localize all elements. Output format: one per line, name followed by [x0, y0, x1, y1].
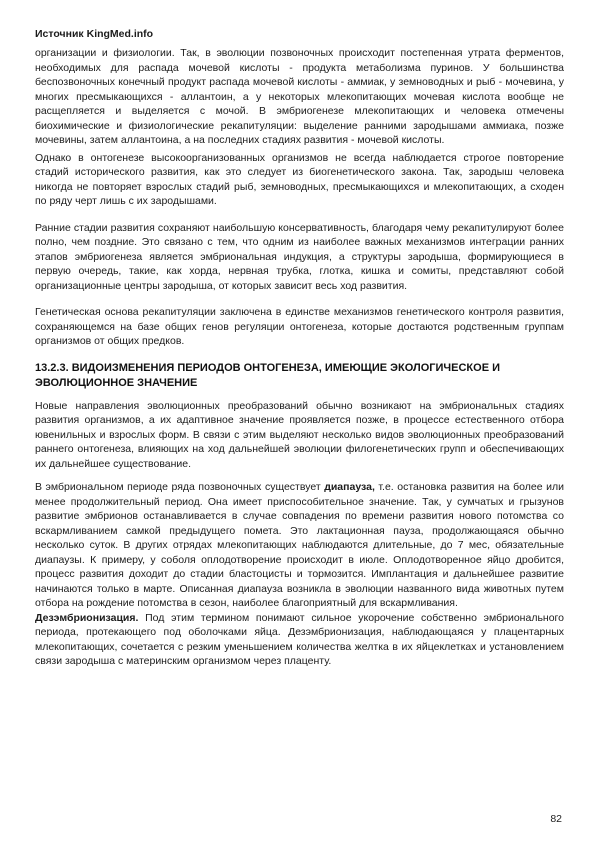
paragraph-deembryonization [35, 611, 564, 669]
paragraph-diapause [35, 480, 564, 611]
paragraph-diapause-text-lead: В эмбриональном периоде ряда позвоночных существует [35, 481, 325, 493]
paragraph-recapitulation-biochemistry: организации и физиологии. Так, в эволюции позвоночных происходит постепенная утрата ферментов, необходимых для распада мочевой кислоты - продукта метаболизма пуринов. У большинства беспозвоночных конечный продукт распада мочевой кислоты - аммиак, у земноводных и рыб - мочевина, у многих пресмыкающихся - аллантоин, а у некоторых млекопитающих мочевая кислота вообще не расщепляется и выделяется с мочой. В эмбриогенезе млекопитающих и человека отмечены биохимические и физиологические рекапитуляции: выделение ранними зародышами аммиака, позже мочевины, затем аллантоина, а на последних стадиях развития - мочевой кислоты. [35, 47, 564, 146]
diapause-term: диапауза, [324, 481, 375, 493]
deembryonization-term: Дезэмбрионизация. [35, 611, 139, 624]
paragraph-genetic-basis: Генетическая основа рекапитуляции заключена в единстве механизмов генетического контроля развития, сохраняющемся на базе общих генов регуляции онтогенеза, которые достаются родственным группам организмов от общих предков. [35, 306, 564, 347]
source-label: Источник KingMed.info [35, 28, 154, 40]
paragraph-early-stages-conservatism: Ранние стадии развития сохраняют наибольшую консервативность, благодаря чему рекапитулируют более полно, чем поздние. Это связано с тем, что одним из наиболее важных механизмов интеграции ранних этапов эмбриогенеза является эмбриональная индукция, а структуры зародыша, формирующиеся в первую очередь, такие, как хорда, нервная трубка, глотка, кишка и сомиты, представляют собой организационные центры зародыша, от которых зависит весь ход развития. [35, 221, 564, 292]
paragraph-ontogenesis-exceptions: Однако в онтогенезе высокоорганизованных организмов не всегда наблюдается строгое повторение стадий исторического развития, как это следует из биогенетического закона. Так, зародыш человека никогда не повторяет взрослых стадий рыб, земноводных, пресмыкающихся и млекопитающих, а сходен по ряду черт лишь с их зародышами. [35, 151, 564, 207]
paragraph-diapause-text-body: т.е. остановка развития на более или менее продолжительный период. Она имеет приспособительное значение. Так, у сумчатых и грызунов развитие эмбрионов останавливается в случае совпадения по времени развития нового потомства со вскармливанием самкой предыдущего помета. Это лактационная пауза, продолжающаяся обычно несколько суток. В других отрядах млекопитающих наблюдаются длительные, до 7 мес, обязательные диапаузы. К примеру, у соболя оплодотворение происходит в июле. Оплодотворенное яйцо дробится, процесс развития доходит до стадии бластоцисты и тормозится. Имплантация и дальнейшее развитие начинаются только в марте. Описанная диапауза возникла в эволюции названного вида животных путем отбора на рождение потомства в сезон, наиболее благоприятный для вскармливания. [35, 481, 564, 609]
section-heading: 13.2.3. ВИДОИЗМЕНЕНИЯ ПЕРИОДОВ ОНТОГЕНЕЗА, ИМЕЮЩИЕ ЭКОЛОГИЧЕСКОЕ И ЭВОЛЮЦИОННОЕ ЗНАЧЕНИЕ [35, 361, 500, 389]
paragraph-deembryonization-text: Под этим термином понимают сильное укорочение собственно эмбрионального периода, протекающего под оболочками яйца. Дезэмбрионизация, наблюдающаяся у плацентарных млекопитающих, сочетается с резким уменьшением количества желтка в их яйцеклетках и установлением связи зародыша с материнским организмом через плаценту. [35, 611, 564, 667]
paragraph-new-directions: Новые направления эволюционных преобразований обычно возникают на эмбриональных стадиях развития организмов, а их адаптивное значение проявляется позже, в процессе естественного отбора ювенильных и взрослых форм. В связи с этим выделяют несколько видов эволюционных преобразований раннего онтогенеза, влияющих на ход дальнейшей эволюции филогенетических групп и обеспечивающих их дальнейшее существование. [35, 399, 564, 470]
page-number: 82 [550, 813, 562, 825]
